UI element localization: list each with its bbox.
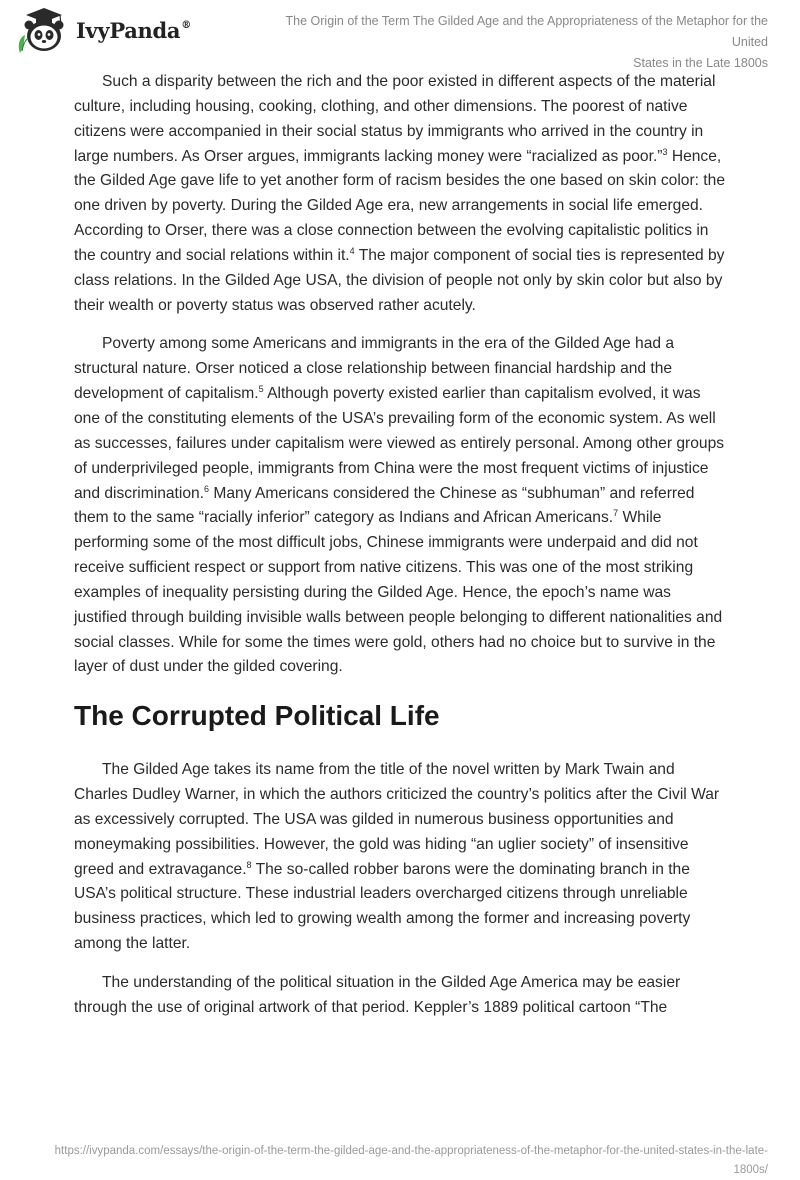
document-title-line-1: The Origin of the Term The Gilded Age and the Appropriateness of the Metaphor for the United — [285, 14, 768, 49]
page-header — [0, 0, 800, 70]
paragraph-text: Many Americans considered the Chinese as “subhuman” and referred them to the same “racially inferior” category as Indians and African Americans. — [74, 484, 695, 527]
footnote-ref-7[interactable]: 7 — [613, 508, 619, 519]
paragraph-3 — [74, 758, 726, 957]
paragraph-text: Such a disparity between the rich and the poor existed in different aspects of the material culture, including housing, cooking, clothing, and other dimensions. The poorest of native citizens were accompanied in their social status by immigrants who arrived in the country in large numbers. As Orser argues, immigrants lacking money were “racialized as poor.” — [74, 73, 716, 165]
page-footer-url[interactable]: https://ivypanda.com/essays/the-origin-of-the-term-the-gilded-age-and-the-appropriateness-of-the-metaphor-for-the-united-states-in-the-late-1800s/ — [54, 1145, 768, 1176]
section-heading: The Corrupted Political Life — [74, 700, 440, 732]
paragraph-text: While performing some of the most difficult jobs, Chinese immigrants were underpaid and did not receive sufficient respect or support from native citizens. This was one of the most striking examples of inequality persisting during the Gilded Age. Hence, the epoch’s name was justified through building invisible walls between people belonging to different nationalities and social classes. While for some the times were gold, others had no choice but to survive in the layer of dust under the gilded covering. — [74, 509, 723, 676]
document-title-line-2: States in the Late 1800s — [633, 56, 768, 70]
paragraph-text: The understanding of the political situation in the Gilded Age America may be easier through the use of original artwork of that period. Keppler’s 1889 political cartoon “The — [74, 974, 681, 1016]
paragraph-1 — [74, 70, 726, 318]
footnote-ref-4[interactable]: 4 — [349, 245, 355, 256]
registered-mark: ® — [181, 19, 191, 31]
paragraph-2 — [74, 332, 726, 680]
paragraph-4 — [74, 971, 726, 1021]
logo-wordmark — [76, 18, 191, 43]
footnote-ref-5[interactable]: 5 — [258, 384, 264, 395]
paragraph-text: The so-called robber barons were the dominating branch in the USA’s political structure. These industrial leaders overcharged citizens through unreliable business practices, which led to growing wealth among the former and increasing poverty among the latter. — [74, 860, 691, 953]
paragraph-text: The major component of social ties is represented by class relations. In the Gilded Age USA, the division of people not only by skin color but also by their wealth or poverty status was observed rather acutely. — [74, 246, 725, 314]
footnote-ref-6[interactable]: 6 — [204, 483, 210, 494]
paragraph-text: The Gilded Age takes its name from the title of the novel written by Mark Twain and Charles Dudley Warner, in which the authors criticized the country’s politics after the Civil War as excessively corrupted. The USA was gilded in numerous business opportunities and moneymaking possibilities. However, the gold was hiding “an uglier society” of insensitive greed and extravagance. — [74, 761, 720, 878]
essay-content — [74, 70, 726, 1035]
panda-mascot-icon — [14, 6, 74, 54]
paragraph-text: Although poverty existed earlier than capitalism evolved, it was one of the constituting elements of the USA’s prevailing form of the economic system. As well as successes, failures under capitalism were viewed as entirely personal. Among other groups of underprivileged people, immigrants from China were the most frequent victims of injustice and discrimination. — [74, 385, 725, 502]
footnote-ref-8[interactable]: 8 — [246, 859, 252, 870]
footnote-ref-3[interactable]: 3 — [662, 146, 668, 157]
ivypanda-logo[interactable] — [14, 6, 191, 54]
document-title — [248, 11, 768, 74]
paragraph-text: Hence, the Gilded Age gave life to yet another form of racism besides the one based on skin color: the one driven by poverty. During the Gilded Age era, new arrangements in social life emerged. According to Orser, there was a close connection between the evolving capitalistic politics in the country and social relations within it. — [74, 147, 725, 264]
logo-name: IvyPanda — [76, 17, 181, 43]
paragraph-text: Poverty among some Americans and immigrants in the era of the Gilded Age had a structural nature. Orser noticed a close relationship between financial hardship and the development of capitalism. — [74, 335, 675, 403]
